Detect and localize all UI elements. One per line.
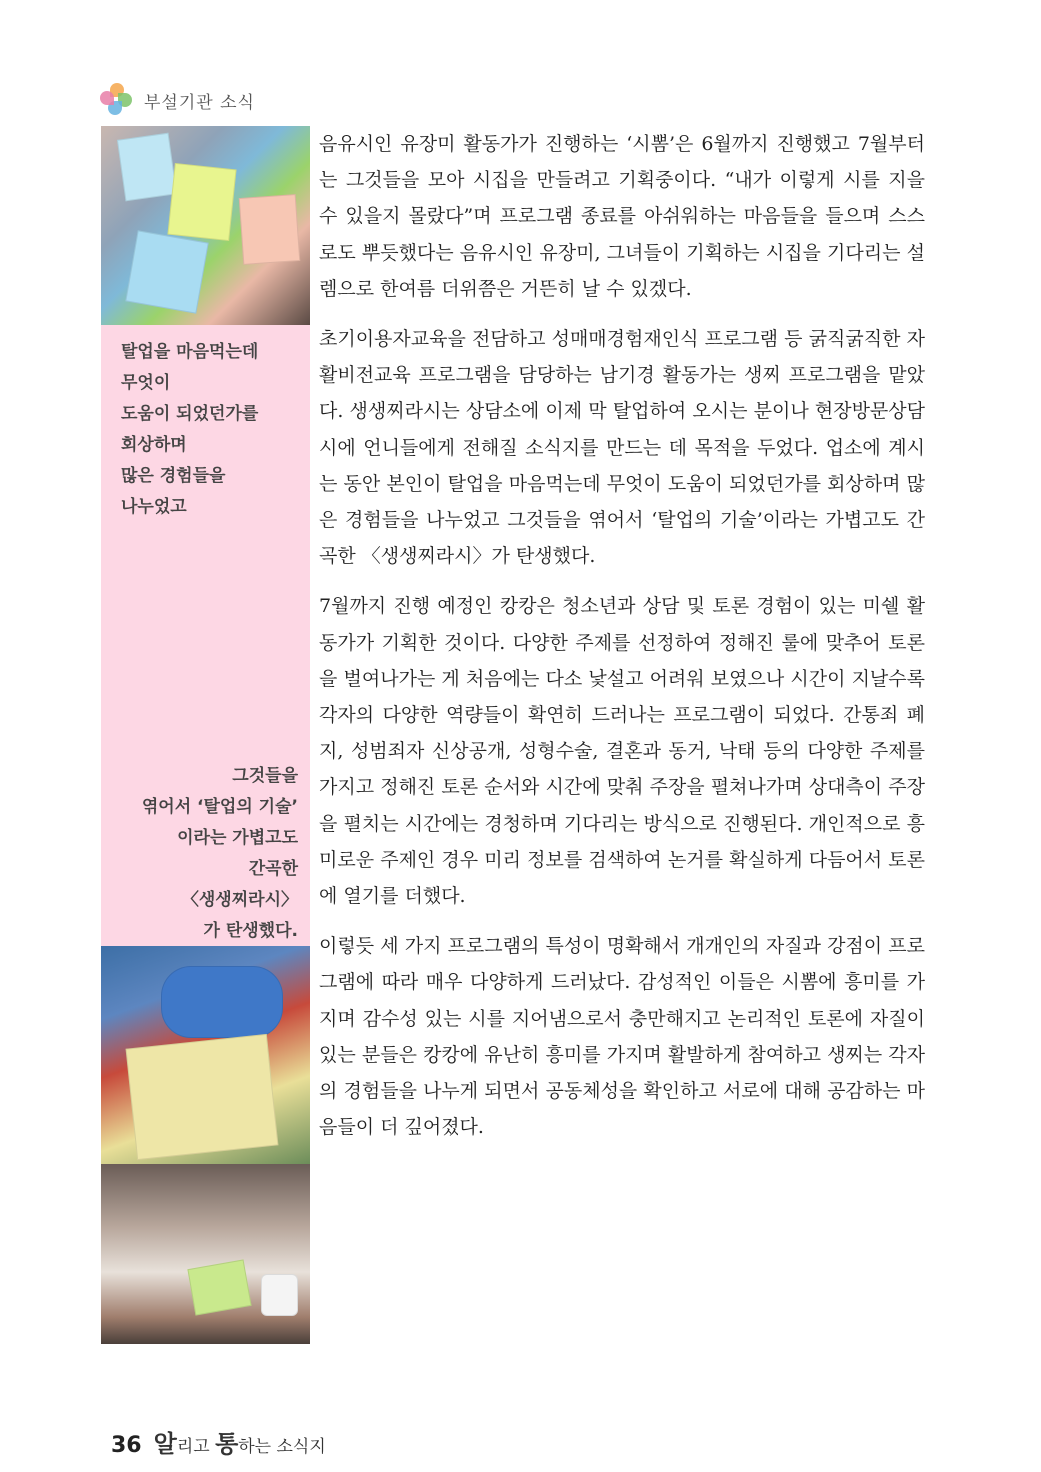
brand-al: 알 <box>153 1430 177 1458</box>
photo-poster-board <box>101 946 310 1164</box>
quote-line: 간곡한 <box>248 859 298 879</box>
quote-line: 그것들을 <box>232 766 298 786</box>
brand-tong: 통 <box>215 1430 239 1458</box>
paragraph: 음유시인 유장미 활동가가 진행하는 ‘시뽐’은 6월까지 진행했고 7월부터는 그것들을 모아 시집을 만들려고 기획중이다. “내가 이렇게 시를 지을 수 있을지 몰랐다”며 프로그램 종료를 아쉬워하는 마음들을 들으며 스스로도 뿌듯했다는 음유시인 유장미, 그녀들이 기획하는 시집을 기다리는 설렘으로 한여름 더위쯤은 거뜬히 날 수 있겠다. <box>319 133 925 300</box>
brand-rest: 하는 소식지 <box>238 1437 326 1457</box>
quote-line: 도움이 되었던가를 <box>121 404 259 424</box>
quote-line: 무엇이 <box>121 373 171 393</box>
page-footer <box>111 1424 326 1459</box>
quote-line: 탈업을 마음먹는데 <box>121 342 259 362</box>
pull-quote-top <box>121 337 306 523</box>
sidebar-quote-panel <box>101 325 310 946</box>
photo-writing-session <box>101 1164 310 1344</box>
page-header <box>100 78 255 122</box>
quote-line: 나누었고 <box>121 497 187 517</box>
article-body <box>319 126 925 1159</box>
paragraph: 이렇듯 세 가지 프로그램의 특성이 명확해서 개개인의 자질과 강점이 프로그램에 따라 매우 다양하게 드러났다. 감성적인 이들은 시뽐에 흥미를 가지며 감수성 있는 시를 지어냄으로서 충만해지고 논리적인 토론에 자질이 있는 분들은 캉캉에 유난히 흥미를 가지며 활발하게 참여하고 생찌는 각자의 경험들을 나누게 되면서 공동체성을 확인하고 서로에 대해 공감하는 마음들이 더 깊어졌다. <box>319 935 925 1139</box>
flower-logo-icon <box>100 83 134 117</box>
newsletter-brand <box>154 1424 326 1459</box>
page-number: 36 <box>111 1433 142 1458</box>
paragraph: 7월까지 진행 예정인 캉캉은 청소년과 상담 및 토론 경험이 있는 미쉘 활동가가 기획한 것이다. 다양한 주제를 선정하여 정해진 룰에 맞추어 토론을 벌여나가는 게 처음에는 다소 낯설고 어려워 보였으나 시간이 지날수록 각자의 다양한 역량들이 확연히 드러나는 프로그램이 되었다. 간통죄 폐지, 성범죄자 신상공개, 성형수술, 결혼과 동거, 낙태 등의 다양한 주제를 가지고 정해진 토론 순서와 시간에 맞춰 주장을 펼쳐나가며 상대측이 주장을 펼치는 시간에는 경청하며 기다리는 방식으로 진행된다. 개인적으로 흥미로운 주제인 경우 미리 정보를 검색하여 논거를 확실하게 다듬어서 토론에 열기를 더했다. <box>319 595 925 908</box>
pull-quote-bottom <box>103 761 298 947</box>
quote-line: 많은 경험들을 <box>121 466 226 486</box>
quote-line: 〈생생찌라시〉 <box>181 890 298 910</box>
section-title: 부설기관 소식 <box>144 92 255 113</box>
sidebar <box>101 126 310 1344</box>
quote-line: 가 탄생했다. <box>203 921 298 941</box>
paragraph: 초기이용자교육을 전담하고 성매매경험재인식 프로그램 등 굵직굵직한 자활비전교육 프로그램을 담당하는 남기경 활동가는 생찌 프로그램을 맡았다. 생생찌라시는 상담소에 이제 막 탈업하여 오시는 분이나 현장방문상담시에 언니들에게 전해질 소식지를 만드는 데 목적을 두었다. 업소에 계시는 동안 본인이 탈업을 마음먹는데 무엇이 도움이 되었던가를 회상하며 많은 경험들을 나누었고 그것들을 엮어서 ‘탈업의 기술’이라는 가볍고도 간곡한 〈생생찌라시〉가 탄생했다. <box>319 328 925 568</box>
quote-line: 이라는 가볍고도 <box>177 828 298 848</box>
brand-ri-go: 리고 <box>176 1437 216 1457</box>
photo-sticky-notes <box>101 126 310 325</box>
quote-line: 엮어서 ‘탈업의 기술’ <box>141 797 298 817</box>
quote-line: 회상하며 <box>121 435 187 455</box>
